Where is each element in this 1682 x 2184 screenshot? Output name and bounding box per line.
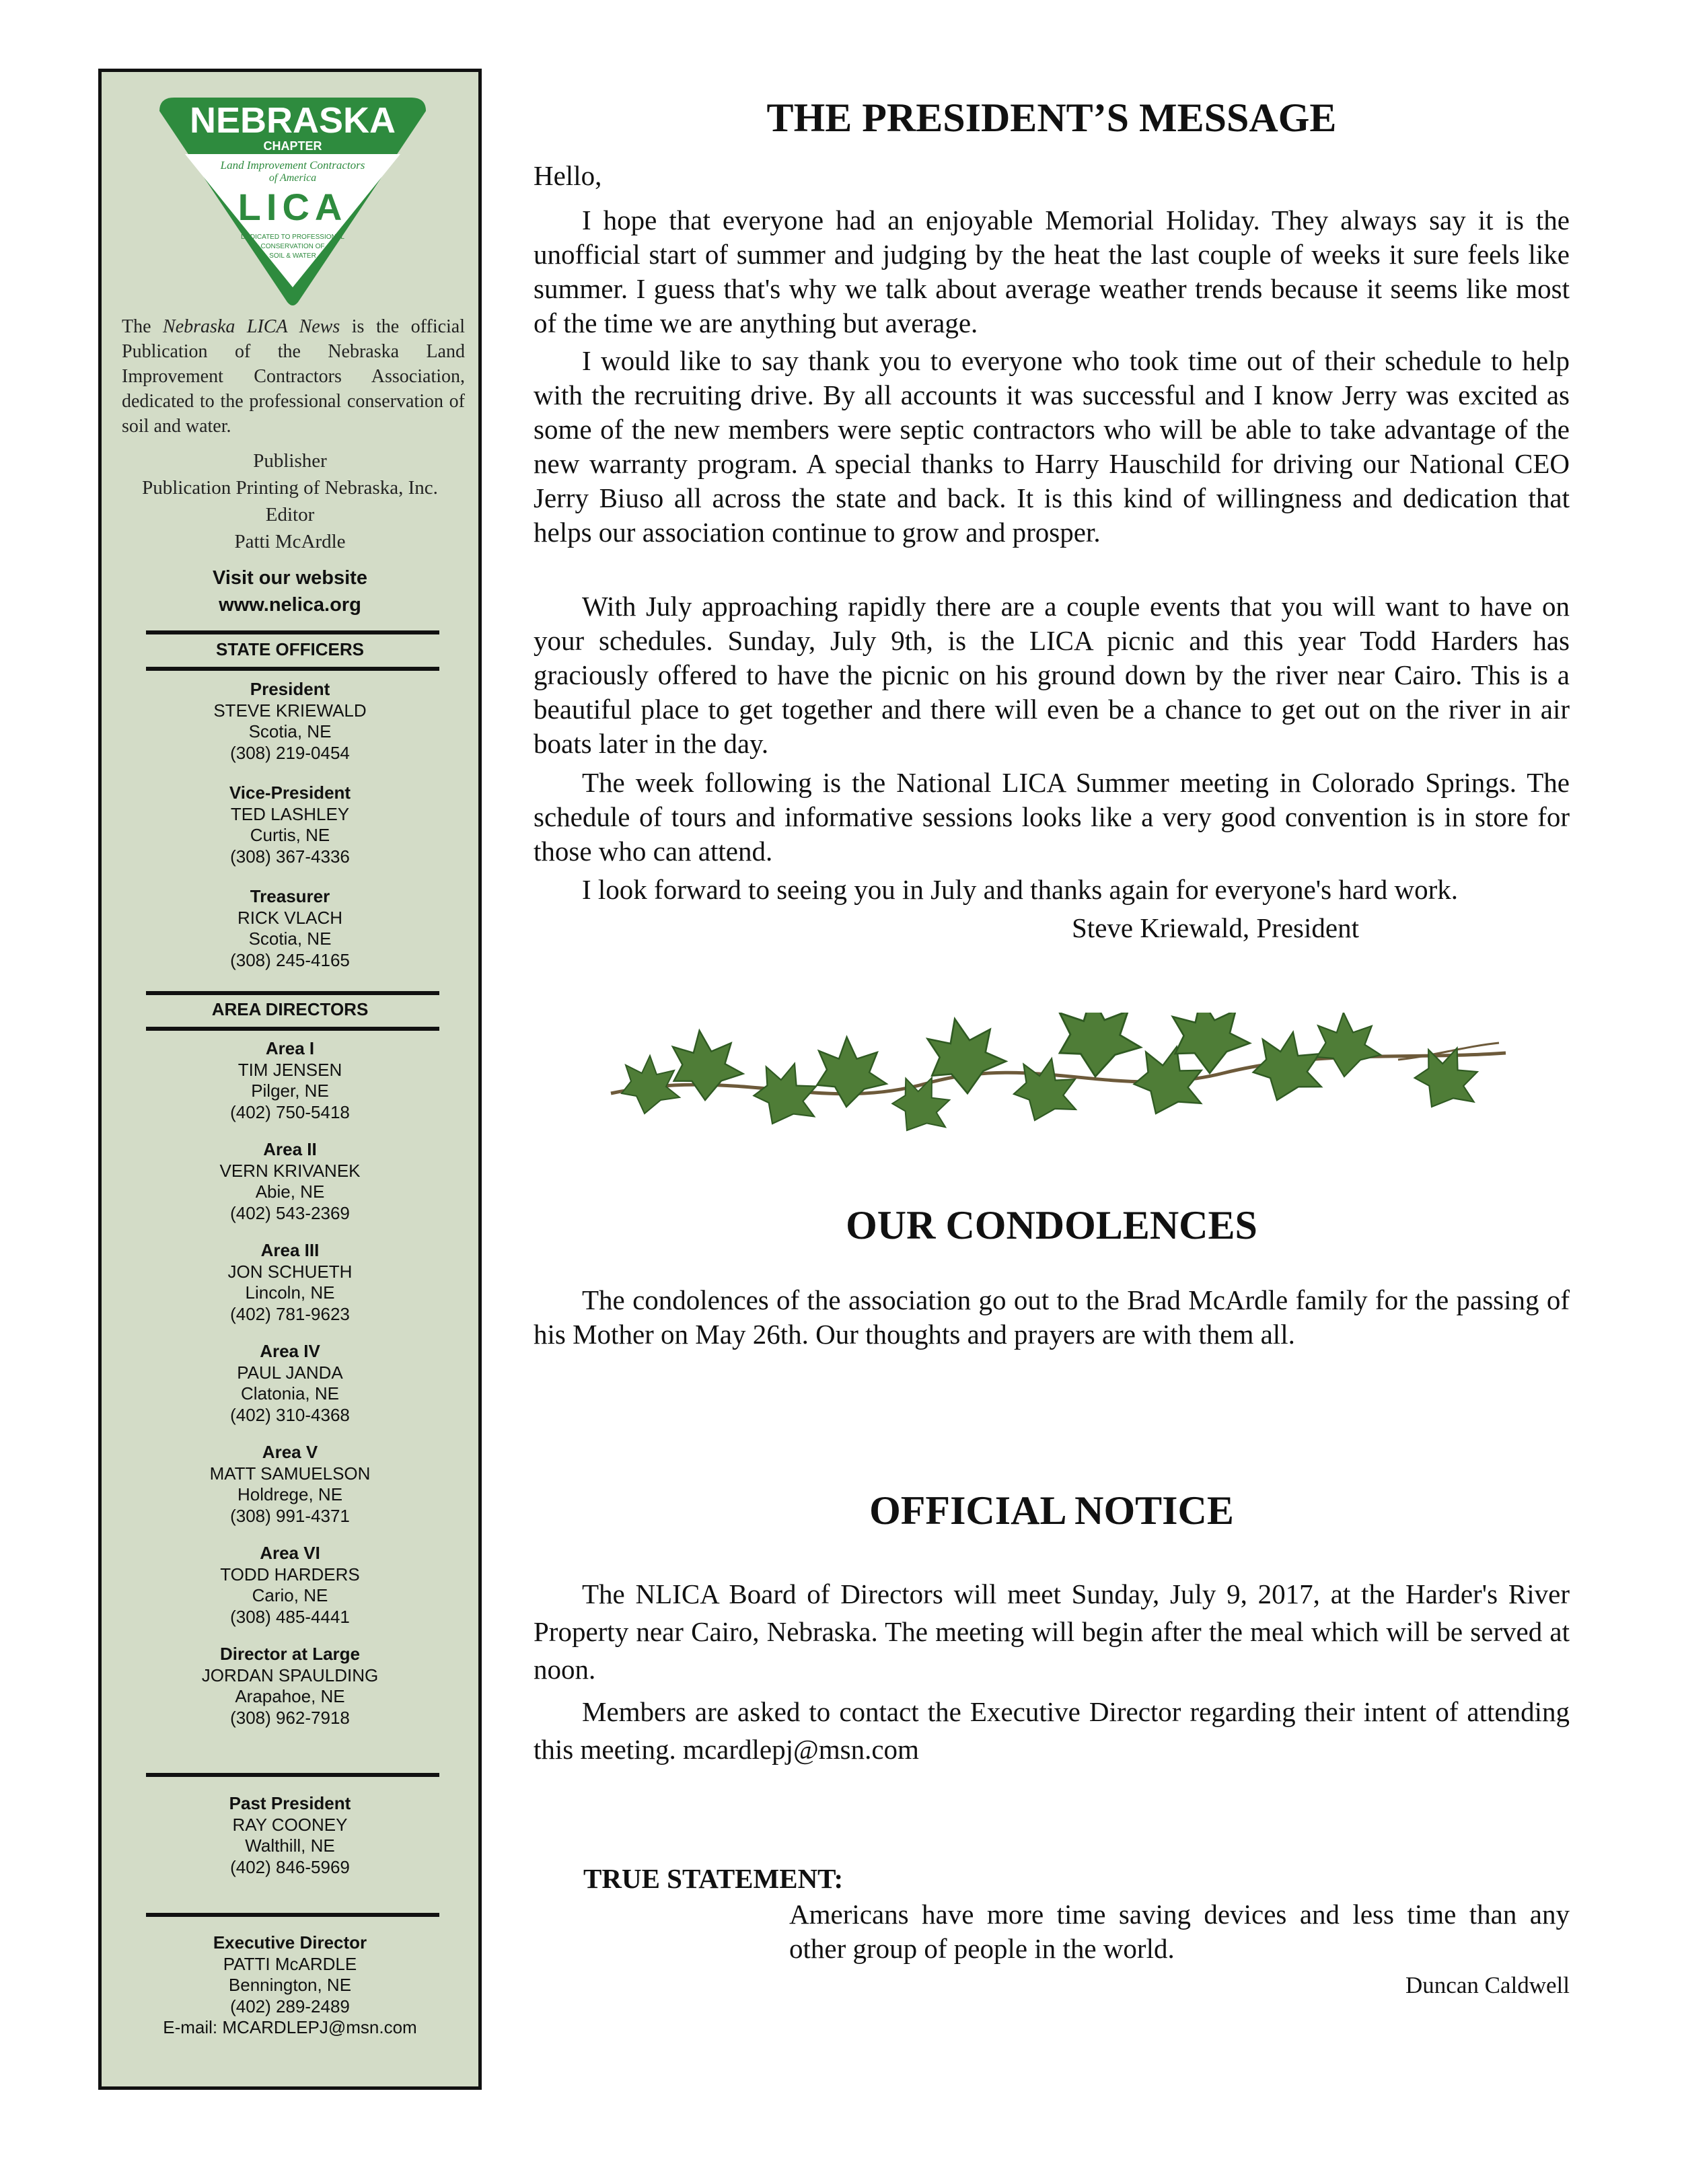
director-phone: (402) 750-5418 [230,1101,350,1122]
greeting: Hello, [534,160,602,191]
notice-paragraph: The NLICA Board of Directors will meet Sunday, July 9, 2017, at the Harder's River Property near Cairo, Nebraska. The meeting will begin after the meal which will be served at noon. [534,1578,1570,1685]
website-label: Visit our website [213,567,367,589]
director-role: Area III [260,1240,320,1260]
logo-org-line1: Land Improvement Contractors [220,159,365,172]
executive-director-role: Executive Director [213,1932,367,1953]
logo-org-line2: of America [268,172,317,184]
intro-newsletter-name: Nebraska LICA News [163,316,340,337]
director-role: Area IV [260,1341,320,1361]
director-area-6 [102,1543,478,1628]
executive-director-phone: (402) 289-2489 [230,1996,350,2016]
officer-phone: (308) 367-4336 [230,846,350,867]
logo-chapter: CHAPTER [263,139,322,153]
director-town: Abie, NE [255,1181,325,1202]
director-phone: (402) 543-2369 [230,1202,350,1223]
director-role: Area I [265,1038,315,1058]
divider [146,630,439,634]
president-paragraph: I hope that everyone had an enjoyable Memorial Holiday. They always say it is the unofficial start of summer and judging by the heat the last couple of weeks it sure feels like summer. I guess that's why we talk about average weather trends because it seems like most of the time we are anything but average. [534,205,1570,338]
director-town: Lincoln, NE [245,1282,335,1303]
director-area-2 [102,1139,478,1224]
executive-director-name: PATTI McARDLE [223,1953,357,1974]
logo-tagline1: DEDICATED TO PROFESSIONAL [241,233,344,241]
publisher-label: Publisher [253,450,327,472]
true-statement-author: Duncan Caldwell [1405,1972,1570,1998]
executive-director-town: Bennington, NE [228,1975,352,1995]
intro-suffix: is the official Publication of the Nebraska Land Improvement Contractors Association, dedicated to the professional conservation of soil and water. [122,316,466,437]
director-role: Area V [262,1442,318,1462]
officer-name: TED LASHLEY [230,803,350,824]
logo-tagline2: CONSERVATION OF [260,243,325,250]
main-column [534,0,1570,2184]
director-phone: (308) 485-4441 [230,1606,350,1627]
website-block [102,565,478,618]
director-phone: (402) 310-4368 [230,1404,350,1425]
nebraska-lica-logo [145,92,441,307]
condolences-title: OUR CONDOLENCES [846,1203,1257,1247]
director-town: Holdrege, NE [237,1484,343,1504]
publication-intro [122,314,465,439]
official-notice-title: OFFICIAL NOTICE [869,1488,1234,1533]
director-area-3 [102,1240,478,1325]
ivy-vine-illustration [604,1013,1519,1161]
officer-town: Curtis, NE [250,825,330,845]
condolences-text: The condolences of the association go out to the Brad McArdle family for the passing of his Mother on May 26th. Our thoughts and prayers are with them all. [534,1284,1570,1350]
director-role: Area II [263,1139,317,1159]
director-area-4 [102,1341,478,1426]
true-statement-heading: TRUE STATEMENT: [583,1863,844,1894]
officer-town: Scotia, NE [248,929,332,949]
executive-director-email[interactable]: E-mail: MCARDLEPJ@msn.com [163,2017,417,2037]
director-phone: (402) 781-9623 [230,1303,350,1324]
director-name: TIM JENSEN [237,1059,342,1080]
director-area-5 [102,1442,478,1527]
past-president-town: Walthill, NE [245,1835,335,1856]
director-name: PAUL JANDA [237,1362,343,1383]
director-role: Director at Large [219,1644,361,1664]
director-town: Cario, NE [252,1585,328,1605]
officer-name: RICK VLACH [237,907,343,928]
officer-treasurer [102,886,478,971]
sidebar [98,69,482,2090]
state-officers-heading: STATE OFFICERS [215,639,365,659]
past-president [102,1793,478,1878]
officer-role: Vice-President [229,782,351,803]
president-paragraph: With July approaching rapidly there are a couple events that you will want to have on your schedules. Sunday, July 9th, is the LICA picnic and this year Todd Harders has graciously offered to have the picnic on his ground down by the river near Cairo. This is a beautiful place to get together and there will even be a chance to get out on the river in air boats later in the day. [534,591,1570,759]
officer-phone: (308) 245-4165 [230,949,350,970]
director-phone: (308) 962-7918 [230,1707,350,1728]
area-directors-heading: AREA DIRECTORS [211,999,369,1019]
past-president-role: Past President [229,1793,351,1813]
editor-name: Patti McArdle [234,531,346,552]
true-statement-quote: Americans have more time saving devices and less time than any other group of people in the world. [789,1899,1570,1964]
intro-prefix: The [122,316,163,337]
director-town: Clatonia, NE [241,1383,339,1404]
president-paragraph: I look forward to seeing you in July and thanks again for everyone's hard work. [582,874,1458,905]
director-role: Area VI [260,1543,320,1563]
officer-role: President [250,679,330,699]
director-town: Arapahoe, NE [235,1686,345,1706]
officer-town: Scotia, NE [248,721,332,741]
divider [146,1913,439,1917]
president-signature: Steve Kriewald, President [1072,912,1359,943]
logo-acronym: LICA [237,186,348,228]
executive-director [102,1932,478,2039]
director-name: VERN KRIVANEK [219,1160,361,1181]
editor-label: Editor [265,504,315,525]
divider [146,991,439,995]
publisher-editor-block [102,447,478,555]
director-at-large [102,1644,478,1728]
notice-paragraph: Members are asked to contact the Executive Director regarding their intent of attending this meeting. mcardlepj@msn.com [534,1696,1570,1765]
director-name: JORDAN SPAULDING [201,1665,379,1685]
director-phone: (308) 991-4371 [230,1505,350,1526]
logo-title: NEBRASKA [189,100,396,141]
officer-role: Treasurer [250,886,330,906]
officer-president [102,679,478,764]
officer-name: STEVE KRIEWALD [213,700,367,721]
website-link[interactable]: www.nelica.org [219,594,361,616]
divider [146,667,439,671]
publisher-name: Publication Printing of Nebraska, Inc. [142,477,438,499]
logo-tagline3: SOIL & WATER [269,252,316,260]
past-president-name: RAY COONEY [232,1814,348,1835]
divider [146,1027,439,1031]
president-message-title: THE PRESIDENT’S MESSAGE [766,96,1337,140]
director-name: MATT SAMUELSON [209,1463,371,1484]
director-area-1 [102,1038,478,1123]
officer-vice-president [102,782,478,867]
past-president-phone: (402) 846-5969 [230,1856,350,1877]
officer-phone: (308) 219-0454 [230,742,350,763]
director-town: Pilger, NE [251,1081,329,1101]
director-name: JON SCHUETH [227,1261,353,1282]
president-paragraph: The week following is the National LICA Summer meeting in Colorado Springs. The schedule of tours and informative sessions looks like a very good convention is in store for those who can attend. [534,767,1570,867]
president-paragraph: I would like to say thank you to everyone who took time out of their schedule to help with the recruiting drive. By all accounts it was successful and I know Jerry was excited as some of the new members were septic contractors who will be able to take advantage of the new warranty program. A special thanks to Harry Hauschild for driving our National CEO Jerry Biuso all across the state and back. It is this kind of willingness and dedication that helps our association continue to grow and prosper. [534,345,1570,548]
divider [146,1773,439,1777]
director-name: TODD HARDERS [220,1564,360,1585]
